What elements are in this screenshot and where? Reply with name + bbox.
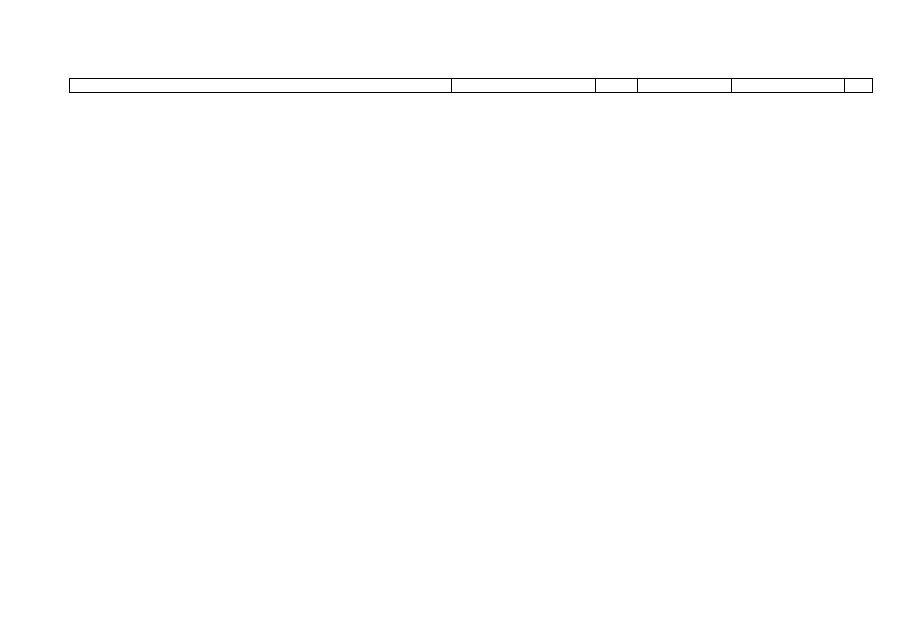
header-col-1: [69, 79, 452, 92]
header-col-2: [452, 79, 596, 92]
header-col-4: [638, 79, 732, 92]
table-header: [69, 78, 873, 93]
header-col-5: [732, 79, 845, 92]
header-col-3: [596, 79, 638, 92]
header-col-6: [845, 79, 873, 92]
